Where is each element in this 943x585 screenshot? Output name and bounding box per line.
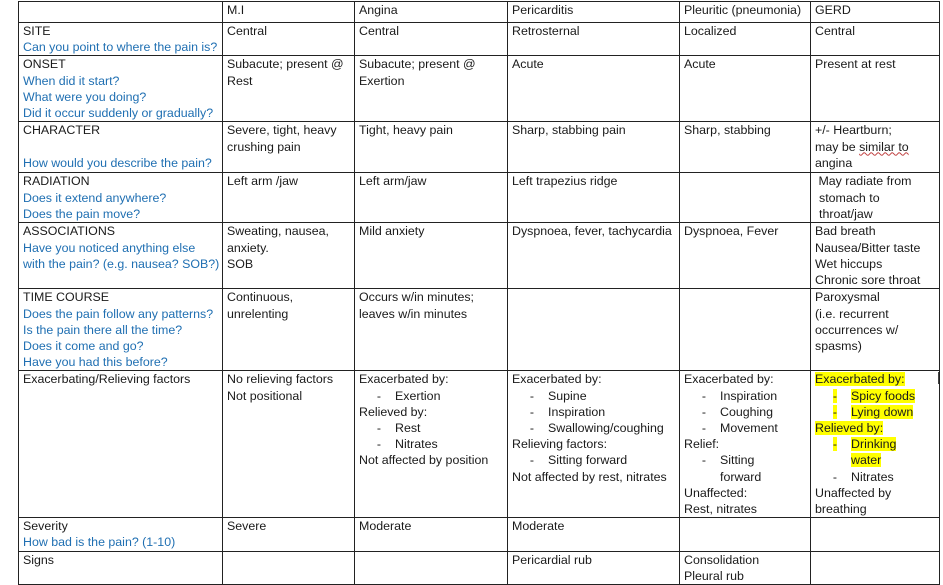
exacerbating-pleu-item-text: Inspiration <box>720 388 778 403</box>
header-mi <box>223 2 355 23</box>
onset-label: ONSET <box>23 57 66 72</box>
exacerbating-gerd <box>811 371 940 518</box>
exacerbating-peri-heading-1: Exacerbated by: <box>512 372 602 387</box>
character-gerd-line-1: +/- Heartburn; <box>815 123 892 138</box>
chest-pain-comparison-table <box>18 1 940 585</box>
header-pericarditis <box>508 2 680 23</box>
character-row <box>19 122 940 173</box>
exacerbating-peri-item-swallowing <box>512 420 675 436</box>
severity-gerd <box>811 518 940 551</box>
severity-label-cell <box>19 518 223 551</box>
radiation-angina-text: Left arm/jaw <box>359 174 427 189</box>
onset-question-2: What were you doing? <box>23 89 147 104</box>
exacerbating-peri-item-text: Supine <box>548 388 587 403</box>
exacerbating-pleu-item-text: Coughing <box>720 404 774 419</box>
onset-gerd-text: Present at rest <box>815 57 896 72</box>
radiation-angina <box>355 173 508 223</box>
radiation-gerd <box>811 173 940 223</box>
exacerbating-peri-item-text: Sitting forward <box>548 453 628 468</box>
exacerbating-peri-item-text: Inspiration <box>548 404 606 419</box>
signs-row <box>19 551 940 584</box>
site-row <box>19 23 940 56</box>
header-row <box>19 2 940 23</box>
associations-gerd-line-4: Chronic sore throat <box>815 273 921 288</box>
site-label: SITE <box>23 24 51 38</box>
signs-pericarditis-text: Pericardial rub <box>512 552 592 567</box>
exacerbating-gerd-item-text: Nitrates <box>851 469 894 484</box>
onset-question-3: Did it occur suddenly or gradually? <box>23 106 214 121</box>
dash-marker: - <box>376 421 381 436</box>
onset-angina-line-2: Exertion <box>359 73 405 88</box>
exacerbating-mi-line-1: No relieving factors <box>227 372 334 387</box>
associations-pleuritic-text: Dyspnoea, Fever <box>684 224 779 239</box>
exacerbating-mi-line-2: Not positional <box>227 388 303 403</box>
time-course-question-4: Have you had this before? <box>23 355 168 370</box>
exacerbating-angina <box>355 371 508 518</box>
severity-pericarditis-text: Moderate <box>512 519 565 534</box>
associations-pericarditis-text: Dyspnoea, fever, tachycardia <box>512 224 672 239</box>
time-course-label: TIME COURSE <box>23 290 110 305</box>
character-mi-line-1: Severe, tight, heavy <box>227 123 337 138</box>
header-gerd <box>811 2 940 23</box>
exacerbating-peri-item-inspiration <box>512 404 675 420</box>
severity-angina-text: Moderate <box>359 519 412 534</box>
site-mi-text: Central <box>227 24 267 38</box>
radiation-gerd-line-1: May radiate from <box>815 174 912 189</box>
exacerbating-gerd-heading-1 <box>815 371 935 387</box>
character-label-cell <box>19 122 223 173</box>
associations-pericarditis <box>508 223 680 289</box>
exacerbating-label-cell <box>19 371 223 518</box>
character-gerd <box>811 122 940 173</box>
onset-pericarditis <box>508 56 680 122</box>
character-pericarditis-text: Sharp, stabbing pain <box>512 123 626 138</box>
site-gerd-text: Central <box>815 24 855 38</box>
site-pleuritic <box>680 23 811 56</box>
character-mi <box>223 122 355 173</box>
site-question: Can you point to where the pain is? <box>23 40 218 55</box>
exacerbating-gerd-item-continued <box>815 452 935 468</box>
time-course-angina-line-2: leaves w/in minutes <box>359 306 468 321</box>
onset-label-cell <box>19 56 223 122</box>
radiation-label-cell <box>19 173 223 223</box>
exacerbating-pleu-note: Rest, nitrates <box>684 502 757 517</box>
associations-question-2: with the pain? (e.g. nausea? SOB?) <box>23 256 220 271</box>
exacerbating-gerd-heading-2 <box>815 420 935 436</box>
associations-mi-line-3: SOB <box>227 256 254 271</box>
associations-label: ASSOCIATIONS <box>23 224 116 239</box>
exacerbating-angina-item-exertion <box>359 388 503 404</box>
time-course-row <box>19 289 940 371</box>
signs-gerd <box>811 551 940 584</box>
severity-label: Severity <box>23 519 68 534</box>
severity-row <box>19 518 940 551</box>
dash-marker: - <box>701 388 706 403</box>
exacerbating-pleu-item-movement <box>684 420 806 436</box>
exacerbating-peri-item-supine <box>512 388 675 404</box>
time-course-angina-line-1: Occurs w/in minutes; <box>359 290 474 305</box>
exacerbating-peri-item-text: Swallowing/coughing <box>548 421 664 436</box>
onset-row <box>19 56 940 122</box>
time-course-gerd-line-1: Paroxysmal <box>815 290 880 305</box>
highlighted-text: Spicy foods <box>851 388 916 403</box>
exacerbating-pleu-item-coughing <box>684 404 806 420</box>
highlighted-dash: - <box>832 437 837 452</box>
exacerbating-angina-note: Not affected by position <box>359 453 489 468</box>
header-gerd-label: GERD <box>815 3 851 17</box>
radiation-mi <box>223 173 355 223</box>
time-course-mi <box>223 289 355 371</box>
dash-marker: - <box>529 421 534 436</box>
text-cursor <box>938 372 939 384</box>
exacerbating-gerd-item-drinking <box>815 436 935 452</box>
time-course-gerd-line-3: occurrences w/ <box>815 322 899 337</box>
radiation-label: RADIATION <box>23 174 90 189</box>
character-question: How would you describe the pain? <box>23 155 212 170</box>
time-course-mi-line-2: unrelenting <box>227 306 289 321</box>
exacerbating-mi <box>223 371 355 518</box>
associations-gerd-line-3: Wet hiccups <box>815 256 883 271</box>
character-label: CHARACTER <box>23 123 101 138</box>
time-course-question-1: Does the pain follow any patterns? <box>23 306 214 321</box>
exacerbating-gerd-item-nitrates <box>815 469 935 485</box>
exacerbating-angina-item-rest <box>359 420 503 436</box>
exacerbating-gerd-note: breathing <box>815 502 867 517</box>
associations-mi-line-1: Sweating, nausea, <box>227 224 329 239</box>
dash-marker: - <box>701 453 706 468</box>
dash-marker <box>815 388 851 404</box>
exacerbating-pleu-item-text: Movement <box>720 421 778 436</box>
exacerbating-pleu-item-text: Sitting <box>720 453 755 468</box>
severity-mi <box>223 518 355 551</box>
site-mi <box>223 23 355 56</box>
character-pericarditis <box>508 122 680 173</box>
character-gerd-line-3: angina <box>815 155 853 170</box>
time-course-angina <box>355 289 508 371</box>
exacerbating-pleu-item-inspiration <box>684 388 806 404</box>
time-course-pericarditis <box>508 289 680 371</box>
site-angina <box>355 23 508 56</box>
severity-mi-text: Severe <box>227 519 267 534</box>
signs-mi <box>223 551 355 584</box>
time-course-question-3: Does it come and go? <box>23 339 144 354</box>
highlighted-text: Lying down <box>851 404 914 419</box>
onset-pleuritic-text: Acute <box>684 57 716 72</box>
dash-marker: - <box>701 421 706 436</box>
header-mi-label: M.I <box>227 3 245 17</box>
exacerbating-angina-heading-1: Exacerbated by: <box>359 372 449 387</box>
exacerbating-row <box>19 371 940 518</box>
site-pericarditis-text: Retrosternal <box>512 24 580 38</box>
highlighted-dash: - <box>832 404 837 419</box>
signs-angina <box>355 551 508 584</box>
radiation-row <box>19 173 940 223</box>
onset-angina-line-1: Subacute; present @ <box>359 57 476 72</box>
onset-mi-line-1: Subacute; present @ <box>227 57 344 72</box>
onset-mi <box>223 56 355 122</box>
exacerbating-pleu-heading-3: Unaffected: <box>684 485 748 500</box>
exacerbating-gerd-item-spicy <box>815 388 935 404</box>
associations-gerd <box>811 223 940 289</box>
highlighted-text: Relieved by: <box>815 421 884 436</box>
header-blank-cell <box>19 2 223 23</box>
dash-marker <box>815 404 851 420</box>
associations-gerd-line-2: Nausea/Bitter taste <box>815 240 921 255</box>
time-course-gerd-line-4: spasms) <box>815 339 862 354</box>
signs-label: Signs <box>23 552 54 567</box>
exacerbating-angina-item-text: Nitrates <box>395 437 438 452</box>
time-course-gerd-line-2: (i.e. recurrent <box>815 306 889 321</box>
character-pleuritic <box>680 122 811 173</box>
severity-pericarditis <box>508 518 680 551</box>
radiation-pericarditis <box>508 173 680 223</box>
exacerbating-peri-note: Not affected by rest, nitrates <box>512 469 667 484</box>
site-pericarditis <box>508 23 680 56</box>
header-pericarditis-label: Pericarditis <box>512 3 574 17</box>
signs-pericarditis <box>508 551 680 584</box>
associations-mi <box>223 223 355 289</box>
signs-pleuritic-line-2: Pleural rub <box>684 568 744 583</box>
site-angina-text: Central <box>359 24 399 38</box>
onset-gerd <box>811 56 940 122</box>
site-pleuritic-text: Localized <box>684 24 737 38</box>
exacerbating-pleu-item-sitting <box>684 452 806 468</box>
character-pleuritic-text: Sharp, stabbing <box>684 123 771 138</box>
exacerbating-angina-heading-2: Relieved by: <box>359 404 428 419</box>
signs-pleuritic-line-1: Consolidation <box>684 552 760 567</box>
dash-marker: - <box>529 453 534 468</box>
highlighted-text: water <box>851 453 882 468</box>
exacerbating-pleu-heading-2: Relief: <box>684 437 720 452</box>
time-course-mi-line-1: Continuous, <box>227 290 294 305</box>
onset-angina <box>355 56 508 122</box>
exacerbating-peri-item-sitting <box>512 452 675 468</box>
associations-row <box>19 223 940 289</box>
onset-pleuritic <box>680 56 811 122</box>
character-gerd-line-2a: may be <box>815 139 860 154</box>
onset-mi-line-2: Rest <box>227 73 253 88</box>
onset-pericarditis-text: Acute <box>512 57 544 72</box>
highlighted-text: Drinking <box>851 437 897 452</box>
radiation-question-1: Does it extend anywhere? <box>23 190 167 205</box>
severity-angina <box>355 518 508 551</box>
site-label-cell <box>19 23 223 56</box>
radiation-question-2: Does the pain move? <box>23 206 141 221</box>
character-angina-text: Tight, heavy pain <box>359 123 453 138</box>
dash-marker: - <box>701 404 706 419</box>
associations-angina <box>355 223 508 289</box>
associations-mi-line-2: anxiety. <box>227 240 269 255</box>
onset-question-1: When did it start? <box>23 73 120 88</box>
time-course-gerd <box>811 289 940 371</box>
radiation-gerd-line-3: throat/jaw <box>819 206 873 221</box>
dash-marker: - <box>376 388 381 403</box>
dash-marker: - <box>832 469 837 484</box>
highlighted-text: Exacerbated by: <box>815 372 905 387</box>
header-pleuritic <box>680 2 811 23</box>
character-mi-line-2: crushing pain <box>227 139 301 154</box>
radiation-gerd-line-2: stomach to <box>819 190 880 205</box>
exacerbating-label: Exacerbating/Relieving factors <box>23 372 191 387</box>
associations-question-1: Have you noticed anything else <box>23 240 196 255</box>
header-angina-label: Angina <box>359 3 398 17</box>
header-angina <box>355 2 508 23</box>
character-angina <box>355 122 508 173</box>
exacerbating-pleu-heading-1: Exacerbated by: <box>684 372 774 387</box>
dash-marker: - <box>529 404 534 419</box>
associations-gerd-line-1: Bad breath <box>815 224 876 239</box>
exacerbating-gerd-heading-3: Unaffected by <box>815 485 892 500</box>
exacerbating-angina-item-nitrates <box>359 436 503 452</box>
severity-question: How bad is the pain? (1-10) <box>23 535 176 550</box>
time-course-question-2: Is the pain there all the time? <box>23 322 183 337</box>
associations-angina-text: Mild anxiety <box>359 224 425 239</box>
time-course-label-cell <box>19 289 223 371</box>
radiation-pleuritic <box>680 173 811 223</box>
severity-pleuritic <box>680 518 811 551</box>
exacerbating-gerd-item-lying <box>815 404 935 420</box>
associations-pleuritic <box>680 223 811 289</box>
radiation-pericarditis-text: Left trapezius ridge <box>512 174 618 189</box>
header-pleuritic-label: Pleuritic (pneumonia) <box>684 3 802 17</box>
highlighted-dash: - <box>832 388 837 403</box>
dash-marker: - <box>529 388 534 403</box>
time-course-pleuritic <box>680 289 811 371</box>
exacerbating-angina-item-text: Rest <box>395 421 421 436</box>
character-gerd-spellcheck-phrase: similar to <box>859 139 909 154</box>
associations-label-cell <box>19 223 223 289</box>
dash-marker: - <box>376 437 381 452</box>
site-gerd <box>811 23 940 56</box>
exacerbating-pleu-item-continued: forward <box>720 469 762 484</box>
exacerbating-pleuritic <box>680 371 811 518</box>
signs-pleuritic <box>680 551 811 584</box>
radiation-mi-text: Left arm /jaw <box>227 174 298 189</box>
exacerbating-angina-item-text: Exertion <box>395 388 441 403</box>
exacerbating-peri-heading-2: Relieving factors: <box>512 437 608 452</box>
dash-marker <box>815 436 851 452</box>
signs-label-cell <box>19 551 223 584</box>
character-gerd-line-2 <box>815 139 935 155</box>
exacerbating-pericarditis <box>508 371 680 518</box>
